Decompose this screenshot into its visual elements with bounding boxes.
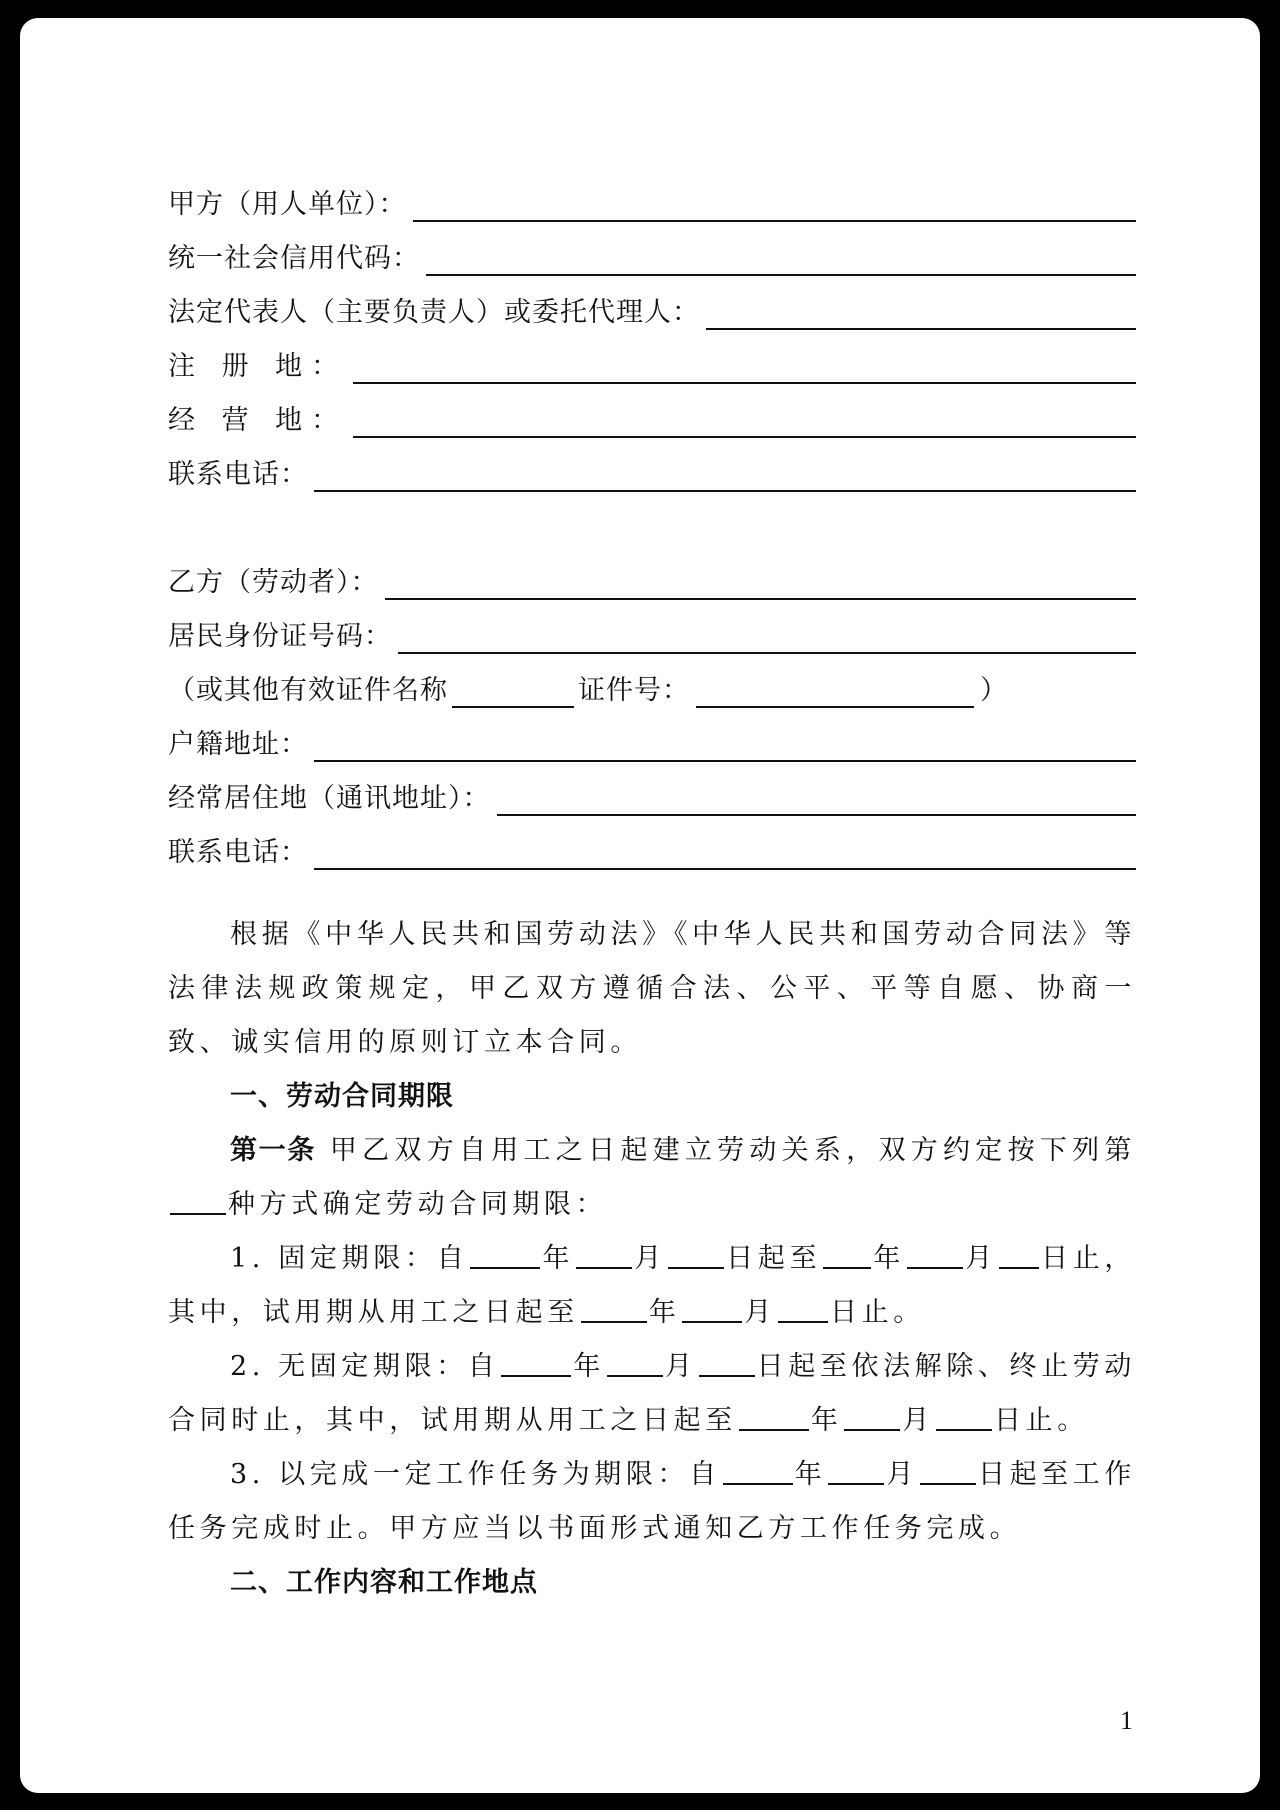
item-1-probation-year-field[interactable]	[581, 1297, 647, 1323]
item-3-start-year-field[interactable]	[723, 1459, 793, 1485]
spacer	[168, 492, 1136, 546]
party-b-name-label: 乙方（劳动者）：	[168, 567, 379, 598]
party-b-other-id-row	[168, 654, 1136, 708]
party-a-biz-addr-label: 经 营 地：	[168, 405, 348, 436]
article-1-text-a: 甲乙双方自用工之日起建立劳动关系，双方约定按下列第	[316, 1135, 1136, 1166]
month-label: 月	[886, 1459, 918, 1490]
year-label: 年	[573, 1351, 606, 1382]
party-a-reg-addr-label: 注 册 地：	[168, 351, 348, 382]
item-1-start-month-field[interactable]	[576, 1243, 632, 1269]
month-label: 月	[634, 1243, 667, 1274]
preamble-paragraph: 根据《中华人民共和国劳动法》《中华人民共和国劳动合同法》等法律法规政策规定，甲乙双方遵循合法、公平、平等自愿、协商一致、诚实信用的原则订立本合同。	[168, 919, 1136, 1058]
year-label: 年	[873, 1243, 906, 1274]
party-b-other-id-number-field[interactable]	[696, 678, 974, 708]
party-b-id-row	[168, 600, 1136, 654]
party-a-credit-code-field[interactable]	[426, 246, 1136, 276]
party-b-name-row	[168, 546, 1136, 600]
party-a-name-field[interactable]	[413, 192, 1137, 222]
year-label: 年	[542, 1243, 575, 1274]
item-1-probation-month-field[interactable]	[682, 1297, 742, 1323]
party-b-other-id-suffix: ）	[980, 675, 1008, 706]
item-1-start-year-field[interactable]	[470, 1243, 540, 1269]
item-2-probation-day-field[interactable]	[936, 1405, 992, 1431]
item-3-paragraph	[168, 1448, 1136, 1556]
month-label: 月	[665, 1351, 697, 1382]
day-end-label: 日止。	[830, 1297, 925, 1328]
item-1-end-month-field[interactable]	[907, 1243, 963, 1269]
year-label: 年	[810, 1405, 843, 1436]
party-b-hukou-label: 户籍地址：	[168, 729, 308, 760]
item-2-start-month-field[interactable]	[607, 1351, 663, 1377]
party-b-phone-label: 联系电话：	[168, 837, 308, 868]
party-b-other-id-prefix: （或其他有效证件名称	[168, 675, 448, 706]
month-label: 月	[744, 1297, 777, 1328]
article-1-title: 第一条	[230, 1135, 317, 1166]
party-a-phone-field[interactable]	[314, 462, 1136, 492]
item-1-end-year-field[interactable]	[823, 1243, 871, 1269]
party-b-hukou-field[interactable]	[314, 732, 1136, 762]
item-2-start-day-field[interactable]	[699, 1351, 755, 1377]
party-a-rep-row	[168, 276, 1136, 330]
item-2-probation-month-field[interactable]	[844, 1405, 900, 1431]
page-number: 1	[1120, 1706, 1133, 1735]
item-2-text: 日起至依法解除、终止劳动合同时止，其中，试用期从用工之日起至	[168, 1351, 1136, 1436]
party-b-residence-label: 经常居住地（通讯地址）：	[168, 783, 491, 814]
article-1-text-b: 种方式确定劳动合同期限：	[228, 1189, 608, 1220]
item-3-start-month-field[interactable]	[828, 1459, 884, 1485]
item-3-label: 3. 以完成一定工作任务为期限：自	[230, 1459, 721, 1490]
item-1-probation-day-field[interactable]	[778, 1297, 828, 1323]
item-1-label: 1. 固定期限：自	[230, 1243, 469, 1274]
party-a-credit-code-label: 统一社会信用代码：	[168, 243, 420, 274]
party-b-id-label: 居民身份证号码：	[168, 621, 392, 652]
party-a-reg-addr-row	[168, 330, 1136, 384]
item-3-text: 日起至工作任务完成时止。甲方应当以书面形式通知乙方工作任务完成。	[168, 1459, 1137, 1544]
item-1-end-day-field[interactable]	[999, 1243, 1039, 1269]
party-b-name-field[interactable]	[385, 570, 1137, 600]
party-b-id-field[interactable]	[398, 624, 1136, 654]
day-end-label: 日止。	[994, 1405, 1089, 1436]
day-label: 日	[1040, 1243, 1073, 1274]
item-1-stop-text: 止，其中，试用期从用工之日起至	[168, 1243, 1137, 1328]
item-2-paragraph	[168, 1340, 1136, 1448]
party-a-name-row	[168, 168, 1136, 222]
item-1-start-day-field[interactable]	[668, 1243, 724, 1269]
party-b-phone-field[interactable]	[314, 840, 1136, 870]
item-2-probation-year-field[interactable]	[739, 1405, 809, 1431]
party-a-name-label: 甲方（用人单位）：	[168, 189, 407, 220]
item-3-start-day-field[interactable]	[920, 1459, 976, 1485]
section-1-heading: 一、劳动合同期限	[230, 1081, 454, 1112]
party-a-phone-row	[168, 438, 1136, 492]
item-2-start-year-field[interactable]	[501, 1351, 571, 1377]
year-label: 年	[794, 1459, 827, 1490]
spacer	[168, 870, 1136, 908]
party-b-residence-row	[168, 762, 1136, 816]
year-label: 年	[648, 1297, 681, 1328]
item-1-paragraph	[168, 1232, 1136, 1340]
party-b-hukou-row	[168, 708, 1136, 762]
party-a-rep-label: 法定代表人（主要负责人）或委托代理人：	[168, 297, 700, 328]
month-label: 月	[902, 1405, 935, 1436]
party-a-phone-label: 联系电话：	[168, 459, 308, 490]
section-2-heading: 二、工作内容和工作地点	[230, 1567, 538, 1598]
item-2-label: 2. 无固定期限：自	[230, 1351, 500, 1382]
day-start-label: 日起至	[726, 1243, 822, 1274]
party-a-rep-field[interactable]	[706, 300, 1136, 330]
article-1-paragraph	[168, 1124, 1136, 1232]
party-a-biz-addr-field[interactable]	[353, 408, 1136, 438]
contract-body	[168, 168, 1136, 1610]
party-b-phone-row	[168, 816, 1136, 870]
party-a-biz-addr-row	[168, 384, 1136, 438]
party-a-credit-code-row	[168, 222, 1136, 276]
document-page	[20, 18, 1260, 1793]
party-b-other-id-mid: 证件号：	[578, 675, 690, 706]
method-number-field[interactable]	[170, 1189, 226, 1215]
month-label: 月	[965, 1243, 997, 1274]
party-a-reg-addr-field[interactable]	[353, 354, 1136, 384]
party-b-residence-field[interactable]	[497, 786, 1137, 816]
party-b-other-id-name-field[interactable]	[452, 678, 574, 708]
